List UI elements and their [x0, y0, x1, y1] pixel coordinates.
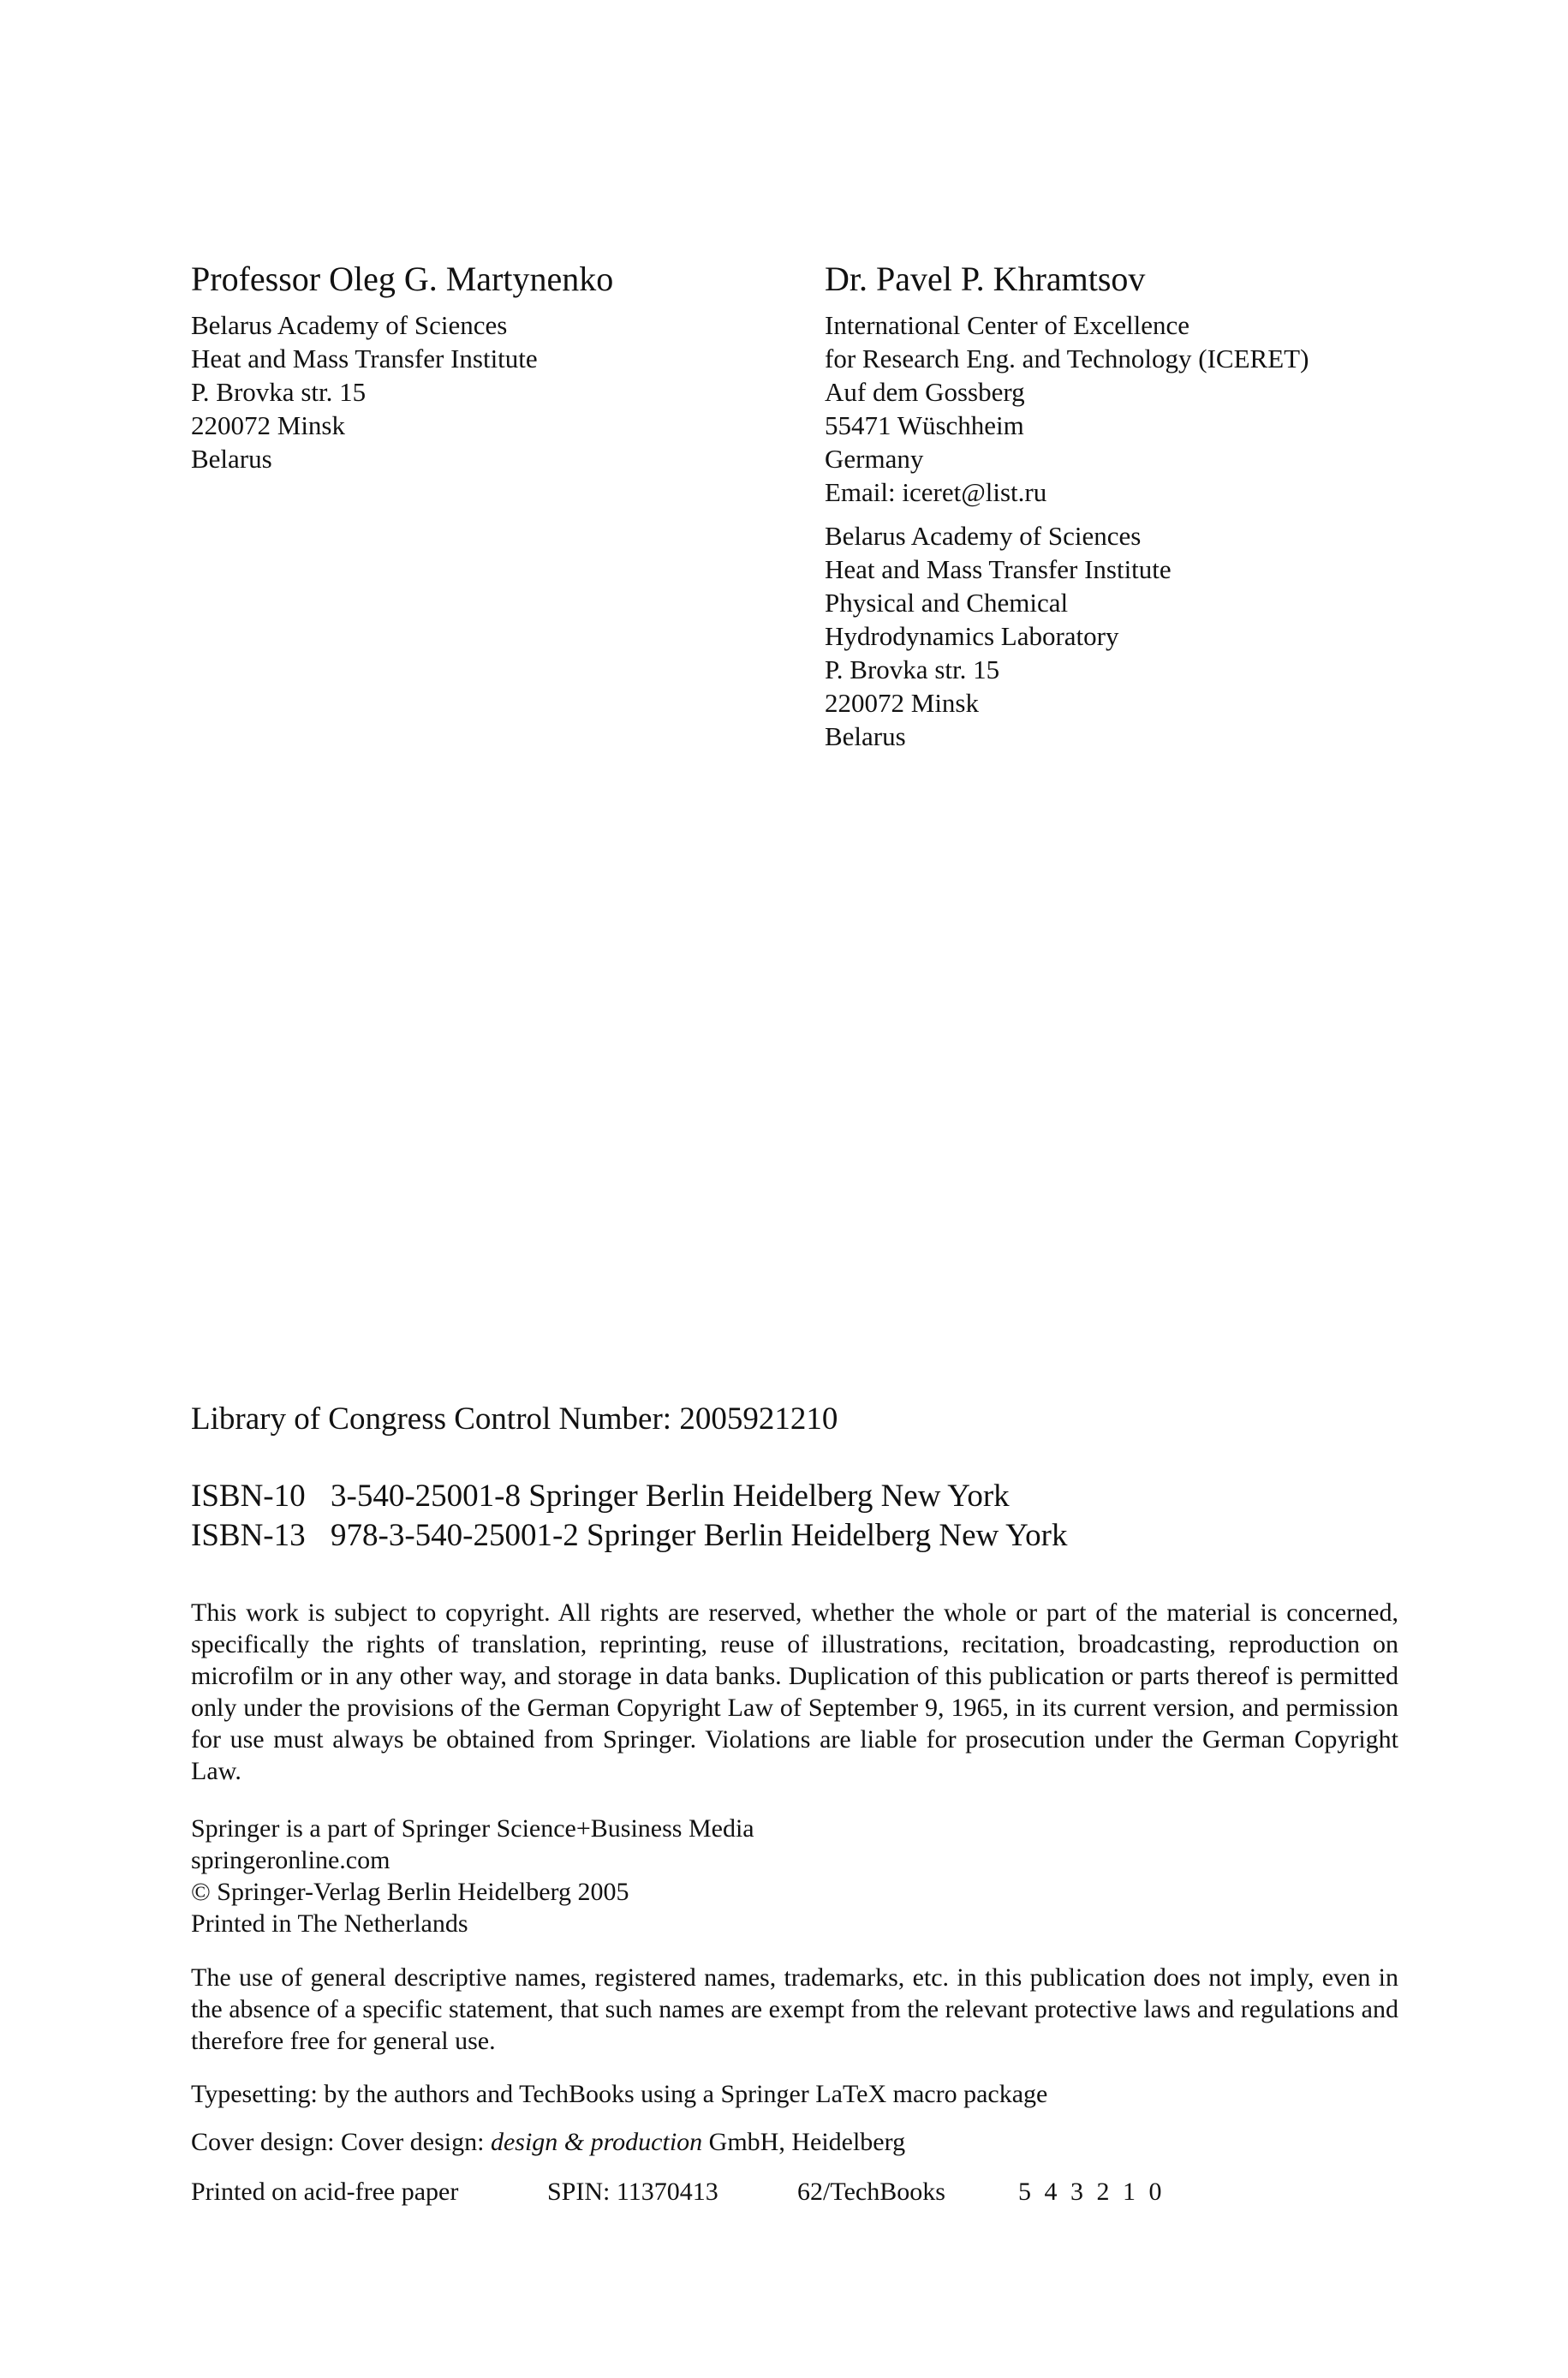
author-address [825, 308, 1309, 753]
printed-in-line: Printed in The Netherlands [191, 1909, 468, 1938]
isbn-label: ISBN-10 [191, 1479, 306, 1514]
trademark-notice: The use of general descriptive names, registered names, trademarks, etc. in this publication does not imply, even in the absence of a specific statement, that such names are exempt from the relevant protective laws and regulations and therefore free for general use. [191, 1963, 1398, 2055]
author-block-khramtsov [825, 259, 1309, 753]
printing-numbers: 5 4 3 2 1 0 [1018, 2178, 1166, 2206]
publisher-url: springeronline.com [191, 1846, 391, 1874]
author-name: Dr. Pavel P. Khramtsov [825, 260, 1146, 298]
spin-number: SPIN: 11370413 [547, 2178, 718, 2206]
author-address [191, 308, 613, 475]
cover-design-italic: design & production [490, 2128, 703, 2156]
address-line: Auf dem Gossberg [825, 377, 1025, 407]
address-line: P. Brovka str. 15 [191, 377, 367, 407]
publisher-line: Springer is a part of Springer Science+Business Media [191, 1814, 754, 1843]
address-line: 55471 Wüschheim [825, 410, 1024, 440]
copyright-notice: This work is subject to copyright. All rights are reserved, whether the whole or part of the material is concerned, specifically the rights of translation, reprinting, reuse of illustrations, recitation, broadcasting, reproduction on microfilm or in any other way, and storage in data banks. Duplication of this publication or parts thereof is permitted only under the provisions of the German Copyright Law of September 9, 1965, in its current version, and permission for use must always be obtained from Springer. Violations are liable for prosecution under the German Copyright Law. [191, 1598, 1398, 1785]
address-line: 220072 Minsk [191, 410, 345, 440]
address-line: 220072 Minsk [825, 688, 979, 718]
printer-code: 62/TechBooks [797, 2178, 945, 2206]
isbn-row [191, 1516, 1067, 1556]
address-line: Belarus Academy of Sciences [825, 521, 1142, 551]
address-line: Physical and Chemical [825, 588, 1069, 618]
author-name: Professor Oleg G. Martynenko [191, 260, 614, 298]
address-line: P. Brovka str. 15 [825, 654, 1000, 684]
isbn-block [191, 1477, 1067, 1556]
acid-free-paper: Printed on acid-free paper [191, 2178, 459, 2206]
isbn-value: 978-3-540-25001-2 Springer Berlin Heidelberg New York [331, 1518, 1068, 1553]
cover-design-line [191, 2126, 905, 2158]
publisher-info [191, 1813, 754, 1939]
address-line: International Center of Excellence [825, 310, 1190, 340]
isbn-value: 3-540-25001-8 Springer Berlin Heidelberg New York [331, 1479, 1010, 1514]
cover-design-prefix: Cover design: Cover design: [191, 2128, 491, 2156]
copyright-line: © Springer-Verlag Berlin Heidelberg 2005 [191, 1878, 629, 1906]
address-line: for Research Eng. and Technology (ICERET) [825, 344, 1309, 373]
address-line: Heat and Mass Transfer Institute [191, 344, 538, 373]
address-line: Heat and Mass Transfer Institute [825, 554, 1172, 584]
address-line: Hydrodynamics Laboratory [825, 621, 1119, 651]
author-block-martynenko [191, 259, 613, 475]
address-line: Belarus [825, 721, 906, 751]
address-line: Germany [825, 444, 924, 474]
cover-design-suffix: GmbH, Heidelberg [702, 2128, 906, 2156]
isbn-label: ISBN-13 [191, 1518, 306, 1553]
address-line: Belarus Academy of Sciences [191, 310, 508, 340]
isbn-row [191, 1477, 1067, 1516]
lccn: Library of Congress Control Number: 2005921210 [191, 1401, 838, 1437]
address-line: Email: iceret@list.ru [825, 477, 1047, 507]
typesetting-line: Typesetting: by the authors and TechBooks using a Springer LaTeX macro package [191, 2080, 1048, 2108]
address-line: Belarus [191, 444, 272, 474]
